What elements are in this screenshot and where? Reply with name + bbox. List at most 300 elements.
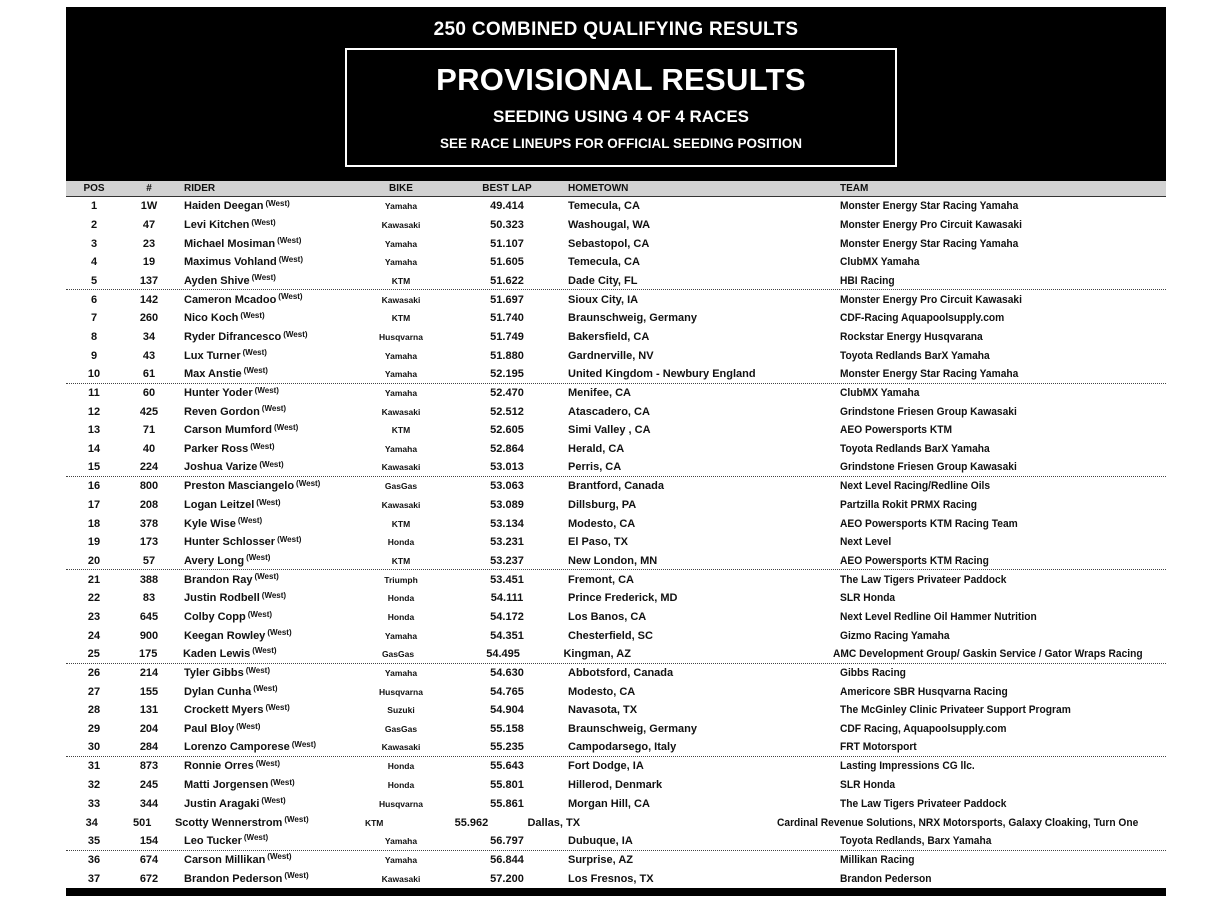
position-cell: 27 [87, 685, 101, 698]
best-lap-cell: 55.158 [490, 723, 524, 736]
team-cell [829, 648, 1166, 660]
position-cell: 31 [87, 760, 101, 773]
table-row [66, 514, 1166, 533]
rider-name: Lorenzo Camporese [184, 741, 290, 754]
best-lap-cell: 54.904 [490, 704, 524, 717]
region-tag: (West) [265, 702, 290, 712]
rider-cell [176, 256, 356, 268]
rider-number-cell: 60 [142, 387, 156, 400]
team-name: Next Level Redline Oil Hammer Nutrition [840, 611, 1037, 624]
bike-cell: Yamaha [384, 368, 418, 379]
page-title: 250 COMBINED QUALIFYING RESULTS [433, 19, 799, 40]
bike-cell: KTM [364, 817, 384, 828]
results-sheet [66, 7, 1166, 896]
rider-number-cell: 47 [142, 219, 156, 231]
team-name: CDF Racing, Aquapoolsupply.com [840, 723, 1007, 736]
team-cell [836, 555, 1166, 567]
rider-number-cell: 284 [139, 741, 159, 754]
best-lap-cell: 50.323 [490, 219, 524, 231]
rider-name: Keegan Rowley [184, 629, 266, 642]
position-cell: 12 [87, 405, 101, 418]
region-tag: (West) [254, 385, 279, 395]
region-tag: (West) [270, 777, 295, 787]
rider-cell [176, 275, 356, 287]
bike-cell: Honda [387, 780, 415, 791]
rider-name: Parker Ross [184, 443, 249, 456]
rider-cell [176, 555, 356, 567]
position-cell: 16 [87, 480, 101, 493]
best-lap-cell: 54.765 [490, 685, 524, 698]
region-tag: (West) [296, 478, 321, 488]
region-tag: (West) [242, 348, 267, 358]
position-cell: 14 [87, 443, 101, 456]
table-row [66, 197, 1166, 216]
best-lap-cell: 54.111 [490, 592, 524, 605]
hometown-cell: Washougal, WA [568, 219, 651, 231]
rider-cell [176, 200, 356, 212]
team-name: The McGinley Clinic Privateer Support Program [840, 704, 1071, 717]
hometown-cell: Navasota, TX [568, 704, 638, 717]
team-cell [836, 760, 1166, 772]
best-lap-cell: 57.200 [490, 872, 524, 885]
rider-name: Maximus Vohland [184, 256, 277, 269]
table-header-row [66, 181, 1166, 197]
rider-number-cell: 800 [139, 480, 159, 493]
hometown-cell: Sioux City, IA [568, 293, 639, 306]
col-header-pos: POS [83, 183, 105, 194]
team-cell [836, 667, 1166, 679]
rider-number-cell: 672 [139, 872, 159, 885]
table-row [66, 682, 1166, 701]
rider-number-cell: 224 [139, 461, 159, 474]
team-cell [773, 817, 1166, 829]
rider-cell [176, 312, 356, 324]
team-name: Monster Energy Star Racing Yamaha [840, 200, 1019, 213]
rider-cell [167, 817, 333, 829]
rider-name: Max Anstie [184, 367, 242, 380]
position-cell: 26 [87, 667, 101, 680]
team-name: Toyota Redlands BarX Yamaha [840, 349, 990, 362]
rider-name: Levi Kitchen [184, 219, 250, 231]
rider-cell [176, 667, 356, 679]
rider-number-cell: 155 [139, 685, 159, 698]
team-cell [836, 238, 1166, 250]
region-tag: (West) [253, 684, 278, 694]
table-row [66, 309, 1166, 328]
best-lap-cell: 52.195 [490, 367, 524, 380]
team-name: Next Level Racing/Redline Oils [840, 480, 991, 493]
seeding-subtitle: SEEDING USING 4 OF 4 RACES [493, 107, 749, 126]
best-lap-cell: 55.962 [454, 816, 489, 829]
hometown-cell: Simi Valley , CA [568, 424, 651, 437]
team-name: Millikan Racing [840, 853, 915, 866]
table-row [66, 738, 1166, 757]
hometown-cell: Temecula, CA [568, 200, 640, 213]
team-name: AEO Powersports KTM Racing [840, 554, 989, 567]
team-cell [836, 480, 1166, 492]
rider-cell [176, 331, 356, 343]
table-row [66, 290, 1166, 309]
hometown-cell: Los Fresnos, TX [568, 872, 654, 885]
rider-name: Brandon Pederson [184, 872, 283, 885]
region-tag: (West) [251, 217, 276, 227]
region-tag: (West) [247, 609, 273, 619]
region-tag: (West) [267, 852, 292, 862]
rider-number-cell: 425 [139, 405, 159, 418]
team-cell [836, 461, 1166, 473]
rider-number-cell: 57 [142, 554, 156, 567]
rider-name: Michael Mosiman [184, 237, 276, 250]
hometown-cell: New London, MN [568, 554, 658, 567]
rider-number-cell: 40 [142, 443, 156, 456]
team-cell [836, 854, 1166, 866]
best-lap-cell: 52.470 [490, 387, 524, 400]
region-tag: (West) [283, 329, 308, 339]
region-tag: (West) [274, 422, 299, 432]
rider-number-cell: 873 [139, 760, 159, 773]
hometown-cell: Fremont, CA [568, 573, 634, 586]
region-tag: (West) [240, 310, 265, 320]
bike-cell: Husqvarna [379, 686, 423, 697]
rider-cell [176, 779, 356, 791]
rider-name: Ryder Difrancesco [184, 331, 282, 344]
best-lap-cell: 51.749 [490, 331, 524, 344]
team-name: Rockstar Energy Husqvarana [840, 331, 983, 344]
col-header-hometown: HOMETOWN [568, 183, 629, 194]
region-tag: (West) [261, 404, 287, 414]
position-cell: 22 [87, 592, 101, 605]
seeding-note: SEE RACE LINEUPS FOR OFFICIAL SEEDING POSITION [439, 136, 803, 151]
rider-number-cell: 19 [142, 256, 156, 269]
region-tag: (West) [278, 292, 303, 302]
team-name: Americore SBR Husqvarna Racing [840, 685, 1008, 698]
best-lap-cell: 54.495 [486, 647, 520, 660]
team-cell [836, 518, 1166, 530]
rider-cell [176, 854, 356, 866]
col-header-number: # [146, 183, 152, 194]
hometown-cell: Braunschweig, Germany [568, 312, 697, 325]
position-cell: 37 [87, 872, 101, 885]
position-cell: 25 [87, 647, 100, 660]
region-tag: (West) [243, 833, 269, 843]
rider-number-cell: 43 [142, 349, 156, 362]
rider-cell [176, 704, 356, 716]
hometown-cell: Gardnerville, NV [568, 349, 654, 362]
team-name: Toyota Redlands, Barx Yamaha [840, 834, 992, 847]
rider-number-cell: 154 [139, 834, 159, 847]
team-cell [836, 798, 1166, 810]
rider-number-cell: 1W [140, 200, 158, 213]
table-row [66, 869, 1166, 888]
team-cell [836, 686, 1166, 698]
team-name: AMC Development Group/ Gaskin Service / Gator Wraps Racing [833, 647, 1143, 660]
region-tag: (West) [250, 441, 275, 451]
rider-cell [176, 798, 356, 810]
team-name: Gizmo Racing Yamaha [840, 629, 950, 642]
position-cell: 29 [87, 723, 101, 736]
provisional-results-title: PROVISIONAL RESULTS [436, 62, 806, 97]
rider-number-cell: 34 [142, 331, 156, 344]
rider-cell [176, 238, 356, 250]
bike-cell: GasGas [384, 724, 418, 735]
rider-cell [176, 499, 356, 511]
team-cell [836, 873, 1166, 885]
rider-number-cell: 71 [142, 424, 156, 437]
rider-number-cell: 260 [139, 312, 159, 325]
best-lap-cell: 52.864 [490, 443, 524, 456]
hometown-cell: Modesto, CA [568, 517, 636, 530]
rider-name: Reven Gordon [184, 405, 260, 418]
rider-name: Brandon Ray [184, 573, 253, 586]
rider-number-cell: 645 [139, 611, 159, 624]
hometown-cell: Campodarsego, Italy [568, 741, 677, 754]
rider-cell [176, 387, 356, 399]
bike-cell: Yamaha [384, 238, 418, 249]
best-lap-cell: 53.231 [490, 536, 524, 549]
best-lap-cell: 54.630 [490, 667, 524, 680]
position-cell: 9 [90, 349, 98, 362]
position-cell: 21 [87, 573, 101, 586]
rider-cell [176, 574, 356, 586]
team-name: AEO Powersports KTM [840, 424, 952, 437]
table-row [66, 458, 1166, 477]
best-lap-cell: 54.172 [490, 611, 524, 624]
table-row [66, 328, 1166, 347]
team-cell [836, 574, 1166, 586]
team-name: Monster Energy Pro Circuit Kawasaki [840, 293, 1022, 306]
rider-name: Hunter Schlosser [184, 536, 276, 549]
team-cell [836, 779, 1166, 791]
rider-name: Kaden Lewis [182, 647, 251, 660]
team-cell [836, 630, 1166, 642]
bike-cell: Yamaha [384, 444, 418, 455]
hometown-cell: Abbotsford, Canada [568, 667, 674, 680]
best-lap-cell: 51.697 [490, 293, 524, 306]
rider-cell [176, 592, 356, 604]
best-lap-cell: 51.107 [490, 237, 524, 250]
rider-number-cell: 501 [133, 816, 152, 829]
team-cell [836, 723, 1166, 735]
col-header-bike: BIKE [389, 183, 413, 194]
hometown-cell: Atascadero, CA [568, 405, 650, 418]
rider-name: Haiden Deegan [184, 200, 264, 213]
region-tag: (West) [259, 459, 284, 469]
best-lap-cell: 53.451 [490, 573, 524, 586]
region-tag: (West) [261, 796, 286, 806]
rider-name: Logan Leitzel [184, 499, 255, 512]
rider-number-cell: 378 [139, 517, 159, 530]
hometown-cell: United Kingdom - Newbury England [568, 367, 756, 380]
bike-cell: GasGas [381, 648, 415, 659]
team-name: Grindstone Friesen Group Kawasaki [840, 461, 1017, 474]
col-header-rider: RIDER [184, 183, 216, 194]
rider-cell [176, 536, 356, 548]
position-cell: 4 [90, 256, 98, 269]
position-cell: 36 [87, 853, 101, 866]
bike-cell: Honda [387, 537, 415, 548]
bike-cell: Kawasaki [381, 220, 421, 230]
rider-name: Matti Jorgensen [184, 779, 269, 792]
bike-cell: Kawasaki [381, 294, 421, 305]
best-lap-cell: 55.861 [490, 797, 524, 810]
provisional-results-box [345, 48, 897, 167]
position-cell: 7 [90, 312, 98, 325]
hometown-cell: Modesto, CA [568, 685, 636, 698]
rider-cell [176, 350, 356, 362]
table-row [66, 496, 1166, 515]
table-row [66, 720, 1166, 739]
region-tag: (West) [265, 198, 290, 208]
best-lap-cell: 55.235 [490, 741, 524, 754]
region-tag: (West) [246, 553, 271, 563]
position-cell: 24 [87, 629, 101, 642]
hometown-cell: Fort Dodge, IA [568, 760, 644, 773]
rider-name: Kyle Wise [184, 517, 236, 530]
hometown-cell: Perris, CA [568, 461, 622, 474]
rider-name: Lux Turner [184, 349, 241, 362]
hometown-cell: Dillsburg, PA [568, 499, 637, 512]
team-name: Monster Energy Star Racing Yamaha [840, 237, 1019, 250]
rider-name: Preston Masciangelo [184, 480, 295, 493]
bike-cell: Honda [387, 612, 415, 623]
position-cell: 30 [87, 741, 101, 754]
hometown-cell: El Paso, TX [568, 536, 628, 549]
bike-cell: Suzuki [387, 705, 415, 716]
bike-cell: GasGas [384, 481, 418, 492]
team-cell [836, 443, 1166, 455]
bike-cell: Yamaha [384, 257, 418, 268]
region-tag: (West) [256, 497, 281, 507]
best-lap-cell: 51.605 [490, 256, 524, 269]
team-cell [836, 275, 1166, 287]
bike-cell: Honda [387, 761, 415, 772]
region-tag: (West) [251, 273, 276, 283]
table-row [66, 234, 1166, 253]
rider-number-cell: 23 [142, 237, 156, 250]
rider-cell [176, 518, 356, 530]
team-cell [836, 200, 1166, 212]
rider-number-cell: 214 [139, 667, 159, 680]
hometown-cell: Sebastopol, CA [568, 237, 650, 250]
position-cell: 11 [88, 387, 100, 400]
team-name: SLR Honda [840, 592, 896, 605]
bike-cell: Kawasaki [381, 462, 421, 473]
rider-name: Hunter Yoder [184, 387, 253, 400]
team-cell [836, 592, 1166, 604]
rider-number-cell: 388 [139, 573, 159, 586]
region-tag: (West) [277, 534, 302, 544]
position-cell: 34 [85, 816, 98, 829]
bike-cell: Kawasaki [381, 742, 421, 753]
best-lap-cell: 53.013 [490, 461, 524, 474]
rider-cell [176, 686, 356, 698]
best-lap-cell: 51.740 [490, 312, 524, 325]
team-name: Cardinal Revenue Solutions, NRX Motorsports, Galaxy Cloaking, Turn One [777, 816, 1139, 829]
rider-number-cell: 61 [142, 367, 156, 380]
col-header-team: TEAM [840, 183, 869, 194]
position-cell: 18 [87, 517, 101, 530]
region-tag: (West) [284, 815, 309, 824]
table-row [66, 832, 1166, 851]
rider-cell [176, 630, 356, 642]
best-lap-cell: 53.134 [490, 517, 524, 530]
table-row [66, 346, 1166, 365]
table-row [66, 645, 1166, 664]
rider-number-cell: 137 [139, 274, 159, 287]
region-tag: (West) [245, 665, 270, 675]
bike-cell: Yamaha [384, 201, 418, 212]
rider-cell [176, 760, 356, 772]
best-lap-cell: 54.351 [490, 629, 524, 642]
hometown-cell: Dallas, TX [527, 816, 581, 829]
table-row [66, 757, 1166, 776]
rider-number-cell: 900 [139, 629, 159, 642]
bike-cell: KTM [391, 313, 411, 324]
region-tag: (West) [291, 739, 317, 749]
rider-cell [176, 461, 356, 473]
rider-number-cell: 83 [142, 592, 156, 605]
position-cell: 5 [90, 274, 98, 287]
rider-name: Avery Long [184, 554, 245, 567]
rider-cell [176, 219, 356, 231]
team-cell [836, 424, 1166, 436]
team-cell [836, 350, 1166, 362]
table-row [66, 533, 1166, 552]
table-row [66, 608, 1166, 627]
bike-cell: Yamaha [384, 350, 418, 361]
rider-cell [176, 406, 356, 418]
bike-cell: Honda [387, 593, 415, 604]
team-name: CDF-Racing Aquapoolsupply.com [840, 312, 1005, 325]
rider-name: Colby Copp [184, 611, 246, 624]
team-cell [836, 368, 1166, 380]
best-lap-cell: 51.880 [490, 349, 524, 362]
position-cell: 3 [90, 237, 98, 250]
hometown-cell: Bakersfield, CA [568, 331, 650, 344]
rider-number-cell: 208 [139, 499, 159, 512]
table-body [66, 197, 1166, 888]
position-cell: 8 [90, 331, 98, 344]
region-tag: (West) [254, 572, 279, 582]
region-tag: (West) [236, 721, 261, 731]
hometown-cell: Herald, CA [568, 443, 625, 456]
team-name: SLR Honda [840, 779, 896, 792]
table-row [66, 384, 1166, 403]
team-name: Toyota Redlands BarX Yamaha [840, 443, 990, 456]
rider-name: Crockett Myers [184, 704, 264, 717]
col-header-best-lap: BEST LAP [482, 183, 532, 194]
hometown-cell: Brantford, Canada [568, 480, 664, 493]
position-cell: 23 [87, 611, 101, 624]
rider-name: Carson Millikan [184, 853, 266, 866]
team-name: AEO Powersports KTM Racing Team [840, 517, 1018, 530]
table-row [66, 589, 1166, 608]
bike-cell: Yamaha [384, 630, 418, 641]
rider-name: Cameron Mcadoo [184, 293, 277, 306]
bike-cell: KTM [391, 518, 411, 529]
team-cell [836, 741, 1166, 753]
bottom-bar [66, 888, 1166, 896]
rider-cell [176, 611, 356, 623]
rider-number-cell: 674 [139, 853, 159, 866]
bike-cell: KTM [391, 555, 411, 566]
bike-cell: Kawasaki [381, 406, 421, 417]
team-name: Grindstone Friesen Group Kawasaki [840, 405, 1017, 418]
position-cell: 6 [90, 293, 98, 306]
best-lap-cell: 52.512 [490, 405, 524, 418]
rider-number-cell: 204 [139, 723, 159, 736]
region-tag: (West) [255, 758, 280, 768]
